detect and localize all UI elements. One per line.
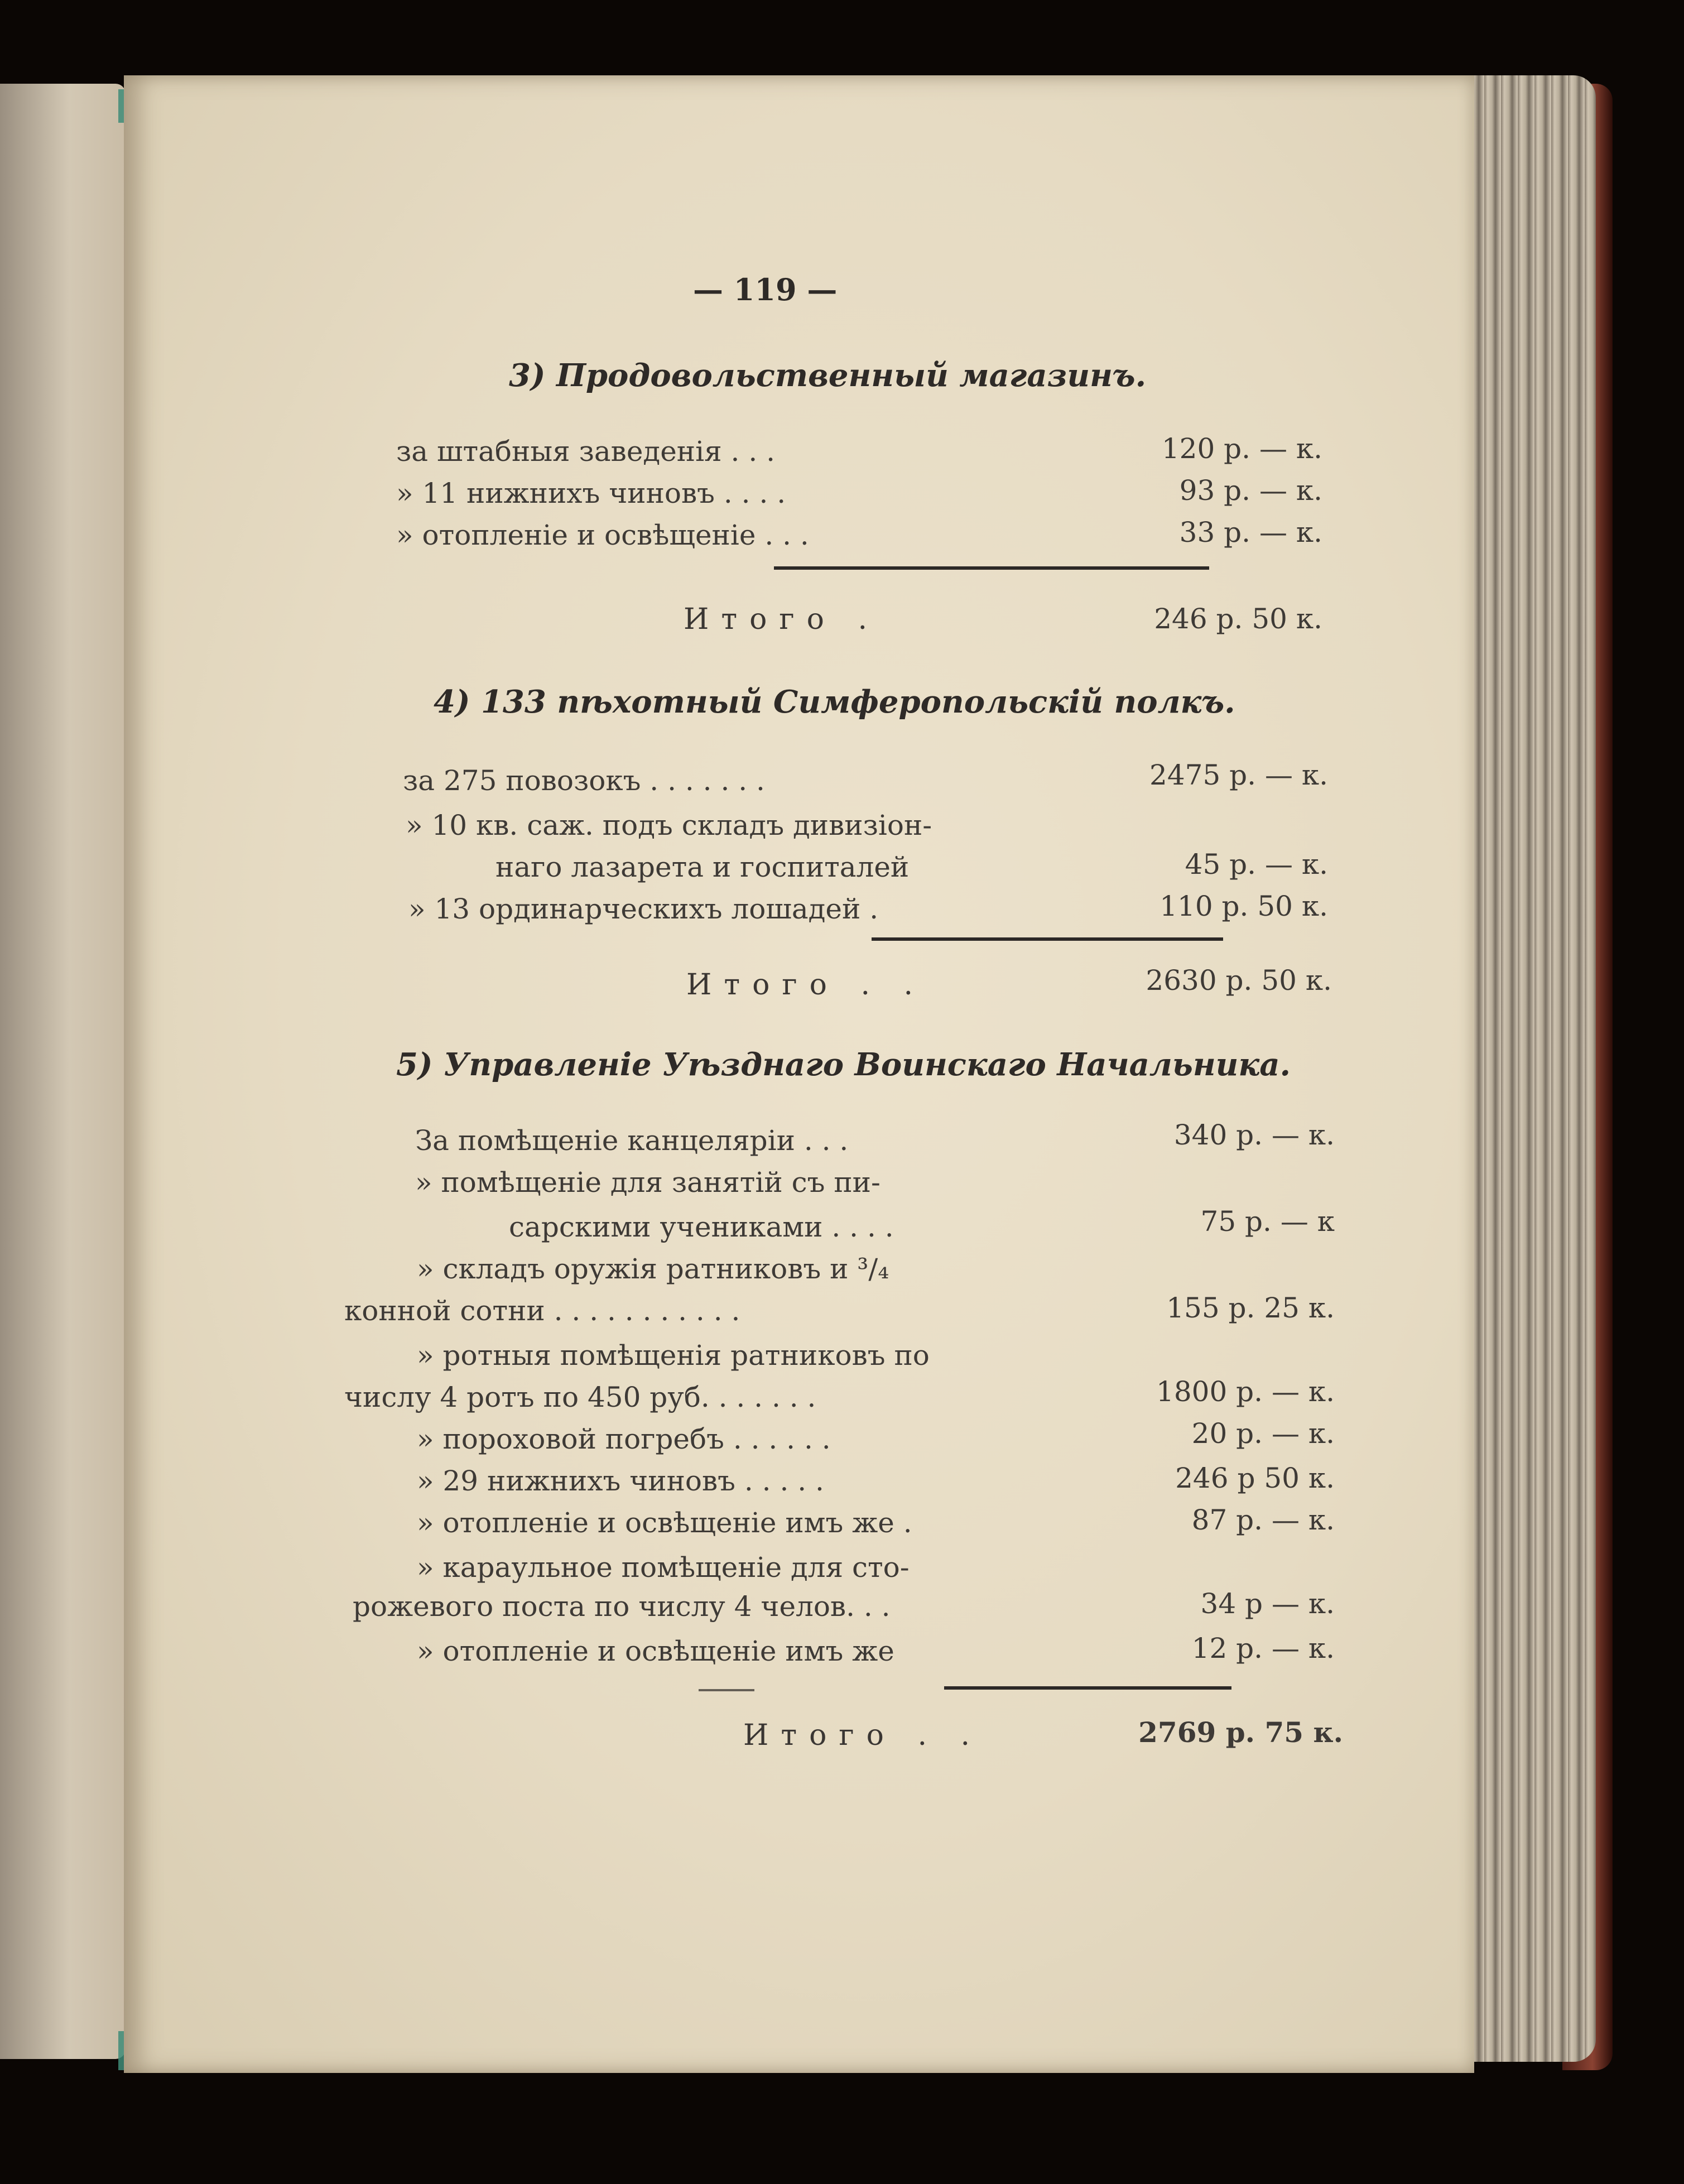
section-title: 3) Продовольственный магазинъ. <box>509 357 1147 394</box>
row-amount: 1800 р. — к. <box>1156 1375 1335 1408</box>
row-amount: 20 р. — к. <box>1191 1417 1335 1450</box>
row-amount: 2475 р. — к. <box>1149 759 1328 791</box>
total-amount: 246 р. 50 к. <box>1154 603 1322 635</box>
row-label: За помѣщеніе канцеляріи . . . <box>415 1124 849 1157</box>
book-page <box>124 75 1474 2073</box>
row-label: рожевого поста по числу 4 челов. . . <box>353 1590 891 1623</box>
total-label: Итого . <box>684 603 880 636</box>
row-label: » отопленіе и освѣщеніе имъ же <box>417 1635 894 1667</box>
row-amount: 93 р. — к. <box>1179 474 1322 507</box>
row-amount: 75 р. — к <box>1200 1205 1335 1238</box>
row-amount: 33 р. — к. <box>1179 516 1322 549</box>
total-amount: 2769 р. 75 к. <box>1138 1716 1343 1749</box>
row-amount: 87 р. — к. <box>1191 1504 1335 1536</box>
row-amount: 45 р. — к. <box>1185 848 1328 881</box>
stray-mark <box>699 1689 754 1691</box>
row-label: за штабныя заведенія . . . <box>396 435 776 468</box>
row-label: » складъ оружія ратниковъ и ³/₄ <box>417 1253 889 1285</box>
row-amount: 110 р. 50 к. <box>1159 890 1328 922</box>
row-amount: 155 р. 25 к. <box>1166 1292 1335 1324</box>
row-label: сарскими учениками . . . . <box>509 1211 894 1243</box>
row-label: » помѣщеніе для занятій съ пи- <box>415 1166 881 1199</box>
row-label: » 29 нижнихъ чиновъ . . . . . <box>417 1465 824 1497</box>
row-amount: 34 р — к. <box>1200 1588 1335 1620</box>
row-label: » пороховой погребъ . . . . . . <box>417 1423 831 1455</box>
row-label: » 10 кв. саж. подъ складъ дивизіон- <box>406 809 932 841</box>
sum-rule <box>944 1686 1231 1690</box>
row-label: конной сотни . . . . . . . . . . . <box>344 1295 740 1327</box>
left-page-edge <box>0 84 126 2059</box>
sum-rule <box>872 937 1223 941</box>
row-label: числу 4 ротъ по 450 руб. . . . . . . <box>344 1381 816 1413</box>
row-label: наго лазарета и госпиталей <box>495 851 910 883</box>
row-label: за 275 повозокъ . . . . . . . <box>403 764 765 797</box>
row-label: » 13 ординарческихъ лошадей . <box>408 893 879 925</box>
section-title: 4) 133 пѣхотный Симферопольскій полкъ. <box>434 684 1235 720</box>
page-number: — 119 — <box>693 272 838 307</box>
row-amount: 246 р 50 к. <box>1175 1462 1335 1494</box>
row-label: » отопленіе и освѣщеніе имъ же . <box>417 1507 912 1539</box>
row-amount: 12 р. — к. <box>1191 1632 1335 1665</box>
row-amount: 120 р. — к. <box>1161 432 1322 465</box>
total-amount: 2630 р. 50 к. <box>1146 964 1332 997</box>
total-label: Итого . . <box>743 1719 983 1752</box>
sum-rule <box>774 566 1209 570</box>
row-label: » караульное помѣщеніе для сто- <box>417 1551 910 1584</box>
row-label: » ротныя помѣщенія ратниковъ по <box>417 1339 930 1372</box>
total-label: Итого . . <box>686 968 926 1002</box>
row-label: » 11 нижнихъ чиновъ . . . . <box>396 477 786 509</box>
section-title: 5) Управленіе Уѣзднаго Воинскаго Начальника. <box>396 1046 1291 1083</box>
row-amount: 340 р. — к. <box>1173 1119 1335 1151</box>
row-label: » отопленіе и освѣщеніе . . . <box>396 519 809 551</box>
